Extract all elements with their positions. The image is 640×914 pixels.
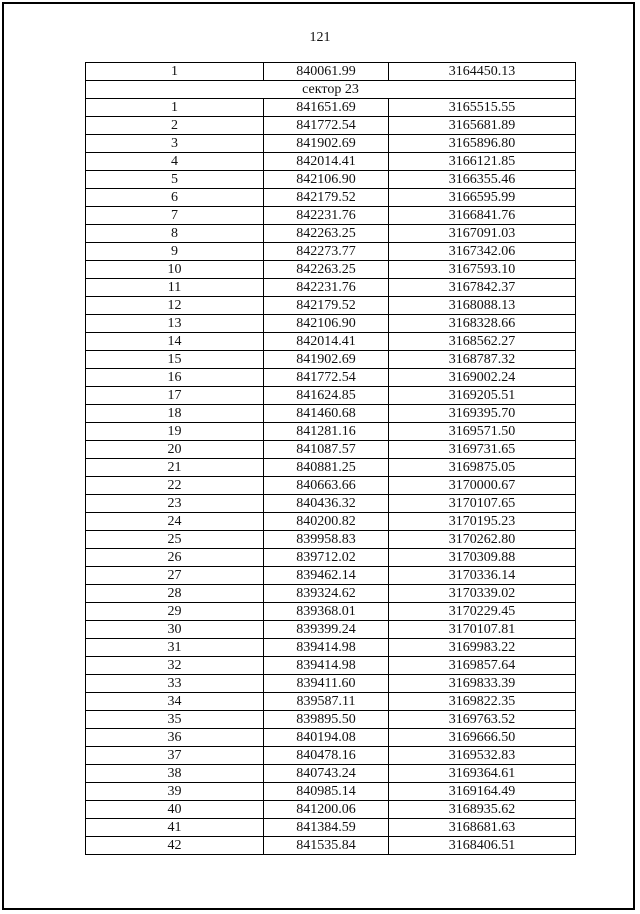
y-coordinate: 3169857.64 (389, 657, 576, 675)
table-row (86, 405, 576, 423)
coordinates-table (85, 62, 576, 855)
x-coordinate: 842179.52 (264, 189, 389, 207)
x-coordinate: 840478.16 (264, 747, 389, 765)
x-coordinate: 841651.69 (264, 99, 389, 117)
y-coordinate: 3170262.80 (389, 531, 576, 549)
table-row (86, 693, 576, 711)
y-coordinate: 3168681.63 (389, 819, 576, 837)
y-coordinate: 3169822.35 (389, 693, 576, 711)
x-coordinate: 839958.83 (264, 531, 389, 549)
y-coordinate: 3169833.39 (389, 675, 576, 693)
y-coordinate: 3168088.13 (389, 297, 576, 315)
x-coordinate: 841535.84 (264, 837, 389, 855)
table-row (86, 261, 576, 279)
point-number: 30 (86, 621, 264, 639)
point-number: 23 (86, 495, 264, 513)
table-row (86, 513, 576, 531)
point-number: 12 (86, 297, 264, 315)
y-coordinate: 3168328.66 (389, 315, 576, 333)
table-row (86, 711, 576, 729)
y-coordinate: 3165515.55 (389, 99, 576, 117)
y-coordinate: 3165681.89 (389, 117, 576, 135)
x-coordinate: 839414.98 (264, 657, 389, 675)
x-coordinate: 842106.90 (264, 315, 389, 333)
table-row (86, 351, 576, 369)
point-number: 27 (86, 567, 264, 585)
x-coordinate: 841460.68 (264, 405, 389, 423)
y-coordinate: 3169002.24 (389, 369, 576, 387)
point-number: 3 (86, 135, 264, 153)
y-coordinate: 3169205.51 (389, 387, 576, 405)
table-row (86, 135, 576, 153)
x-coordinate: 840194.08 (264, 729, 389, 747)
point-number: 42 (86, 837, 264, 855)
point-number: 32 (86, 657, 264, 675)
point-number: 39 (86, 783, 264, 801)
x-coordinate: 840985.14 (264, 783, 389, 801)
x-coordinate: 840436.32 (264, 495, 389, 513)
point-number: 20 (86, 441, 264, 459)
point-number: 6 (86, 189, 264, 207)
y-coordinate: 3169875.05 (389, 459, 576, 477)
table-row (86, 189, 576, 207)
x-coordinate: 839895.50 (264, 711, 389, 729)
x-coordinate: 841384.59 (264, 819, 389, 837)
point-number: 5 (86, 171, 264, 189)
table-row (86, 549, 576, 567)
table-row (86, 315, 576, 333)
y-coordinate: 3170107.65 (389, 495, 576, 513)
y-coordinate: 3169666.50 (389, 729, 576, 747)
x-coordinate: 842273.77 (264, 243, 389, 261)
table-row (86, 639, 576, 657)
point-number: 29 (86, 603, 264, 621)
point-number: 8 (86, 225, 264, 243)
table-row (86, 585, 576, 603)
table-row (86, 99, 576, 117)
table-row (86, 747, 576, 765)
point-number: 26 (86, 549, 264, 567)
table-row (86, 621, 576, 639)
x-coordinate: 842106.90 (264, 171, 389, 189)
table-row (86, 567, 576, 585)
point-number: 9 (86, 243, 264, 261)
table-row (86, 369, 576, 387)
table-row (86, 477, 576, 495)
table-row (86, 333, 576, 351)
y-coordinate: 3170336.14 (389, 567, 576, 585)
point-number: 17 (86, 387, 264, 405)
y-coordinate: 3169395.70 (389, 405, 576, 423)
point-number: 38 (86, 765, 264, 783)
sector-header-row (86, 81, 576, 99)
y-coordinate: 3168406.51 (389, 837, 576, 855)
point-number: 1 (86, 99, 264, 117)
y-coordinate: 3166841.76 (389, 207, 576, 225)
x-coordinate: 842231.76 (264, 207, 389, 225)
table-row (86, 675, 576, 693)
x-coordinate: 839411.60 (264, 675, 389, 693)
table-row (86, 801, 576, 819)
y-coordinate: 3167342.06 (389, 243, 576, 261)
y-coordinate: 3170107.81 (389, 621, 576, 639)
coordinates-table-body (86, 63, 576, 855)
x-coordinate: 839587.11 (264, 693, 389, 711)
table-row (86, 783, 576, 801)
table-row (86, 765, 576, 783)
x-coordinate: 840061.99 (264, 63, 389, 81)
x-coordinate: 841087.57 (264, 441, 389, 459)
y-coordinate: 3168562.27 (389, 333, 576, 351)
point-number: 2 (86, 117, 264, 135)
point-number: 41 (86, 819, 264, 837)
table-row (86, 657, 576, 675)
point-number: 18 (86, 405, 264, 423)
point-number: 25 (86, 531, 264, 549)
y-coordinate: 3170000.67 (389, 477, 576, 495)
x-coordinate: 840743.24 (264, 765, 389, 783)
table-row (86, 171, 576, 189)
table-row (86, 837, 576, 855)
point-number: 13 (86, 315, 264, 333)
y-coordinate: 3166595.99 (389, 189, 576, 207)
point-number: 16 (86, 369, 264, 387)
x-coordinate: 839324.62 (264, 585, 389, 603)
table-row (86, 279, 576, 297)
x-coordinate: 839399.24 (264, 621, 389, 639)
x-coordinate: 841624.85 (264, 387, 389, 405)
y-coordinate: 3169532.83 (389, 747, 576, 765)
y-coordinate: 3167593.10 (389, 261, 576, 279)
point-number: 31 (86, 639, 264, 657)
x-coordinate: 840663.66 (264, 477, 389, 495)
y-coordinate: 3166121.85 (389, 153, 576, 171)
y-coordinate: 3168935.62 (389, 801, 576, 819)
point-number: 21 (86, 459, 264, 477)
table-row (86, 297, 576, 315)
y-coordinate: 3165896.80 (389, 135, 576, 153)
x-coordinate: 839368.01 (264, 603, 389, 621)
x-coordinate: 841902.69 (264, 351, 389, 369)
point-number: 11 (86, 279, 264, 297)
x-coordinate: 842263.25 (264, 225, 389, 243)
x-coordinate: 839712.02 (264, 549, 389, 567)
y-coordinate: 3170309.88 (389, 549, 576, 567)
table-row (86, 117, 576, 135)
point-number: 4 (86, 153, 264, 171)
table-row (86, 531, 576, 549)
x-coordinate: 841772.54 (264, 117, 389, 135)
y-coordinate: 3169364.61 (389, 765, 576, 783)
table-row (86, 819, 576, 837)
point-number: 40 (86, 801, 264, 819)
table-row (86, 495, 576, 513)
y-coordinate: 3169164.49 (389, 783, 576, 801)
point-number: 36 (86, 729, 264, 747)
x-coordinate: 840881.25 (264, 459, 389, 477)
point-number: 34 (86, 693, 264, 711)
table-row (86, 729, 576, 747)
point-number: 22 (86, 477, 264, 495)
y-coordinate: 3169731.65 (389, 441, 576, 459)
table-row (86, 63, 576, 81)
y-coordinate: 3170339.02 (389, 585, 576, 603)
point-number: 1 (86, 63, 264, 81)
table-row (86, 243, 576, 261)
y-coordinate: 3169571.50 (389, 423, 576, 441)
point-number: 37 (86, 747, 264, 765)
table-row (86, 387, 576, 405)
x-coordinate: 842231.76 (264, 279, 389, 297)
point-number: 7 (86, 207, 264, 225)
table-row (86, 423, 576, 441)
y-coordinate: 3167842.37 (389, 279, 576, 297)
point-number: 19 (86, 423, 264, 441)
point-number: 15 (86, 351, 264, 369)
y-coordinate: 3170229.45 (389, 603, 576, 621)
point-number: 33 (86, 675, 264, 693)
sector-label: сектор 23 (86, 81, 576, 99)
point-number: 28 (86, 585, 264, 603)
table-row (86, 459, 576, 477)
x-coordinate: 842179.52 (264, 297, 389, 315)
point-number: 10 (86, 261, 264, 279)
x-coordinate: 839462.14 (264, 567, 389, 585)
point-number: 35 (86, 711, 264, 729)
point-number: 24 (86, 513, 264, 531)
x-coordinate: 842014.41 (264, 333, 389, 351)
table-row (86, 603, 576, 621)
y-coordinate: 3169763.52 (389, 711, 576, 729)
y-coordinate: 3168787.32 (389, 351, 576, 369)
y-coordinate: 3164450.13 (389, 63, 576, 81)
y-coordinate: 3166355.46 (389, 171, 576, 189)
point-number: 14 (86, 333, 264, 351)
x-coordinate: 842263.25 (264, 261, 389, 279)
x-coordinate: 842014.41 (264, 153, 389, 171)
x-coordinate: 841281.16 (264, 423, 389, 441)
x-coordinate: 841200.06 (264, 801, 389, 819)
table-row (86, 441, 576, 459)
y-coordinate: 3170195.23 (389, 513, 576, 531)
x-coordinate: 839414.98 (264, 639, 389, 657)
y-coordinate: 3167091.03 (389, 225, 576, 243)
y-coordinate: 3169983.22 (389, 639, 576, 657)
table-row (86, 225, 576, 243)
x-coordinate: 840200.82 (264, 513, 389, 531)
table-row (86, 207, 576, 225)
page-number: 121 (309, 30, 331, 45)
table-row (86, 153, 576, 171)
x-coordinate: 841902.69 (264, 135, 389, 153)
x-coordinate: 841772.54 (264, 369, 389, 387)
